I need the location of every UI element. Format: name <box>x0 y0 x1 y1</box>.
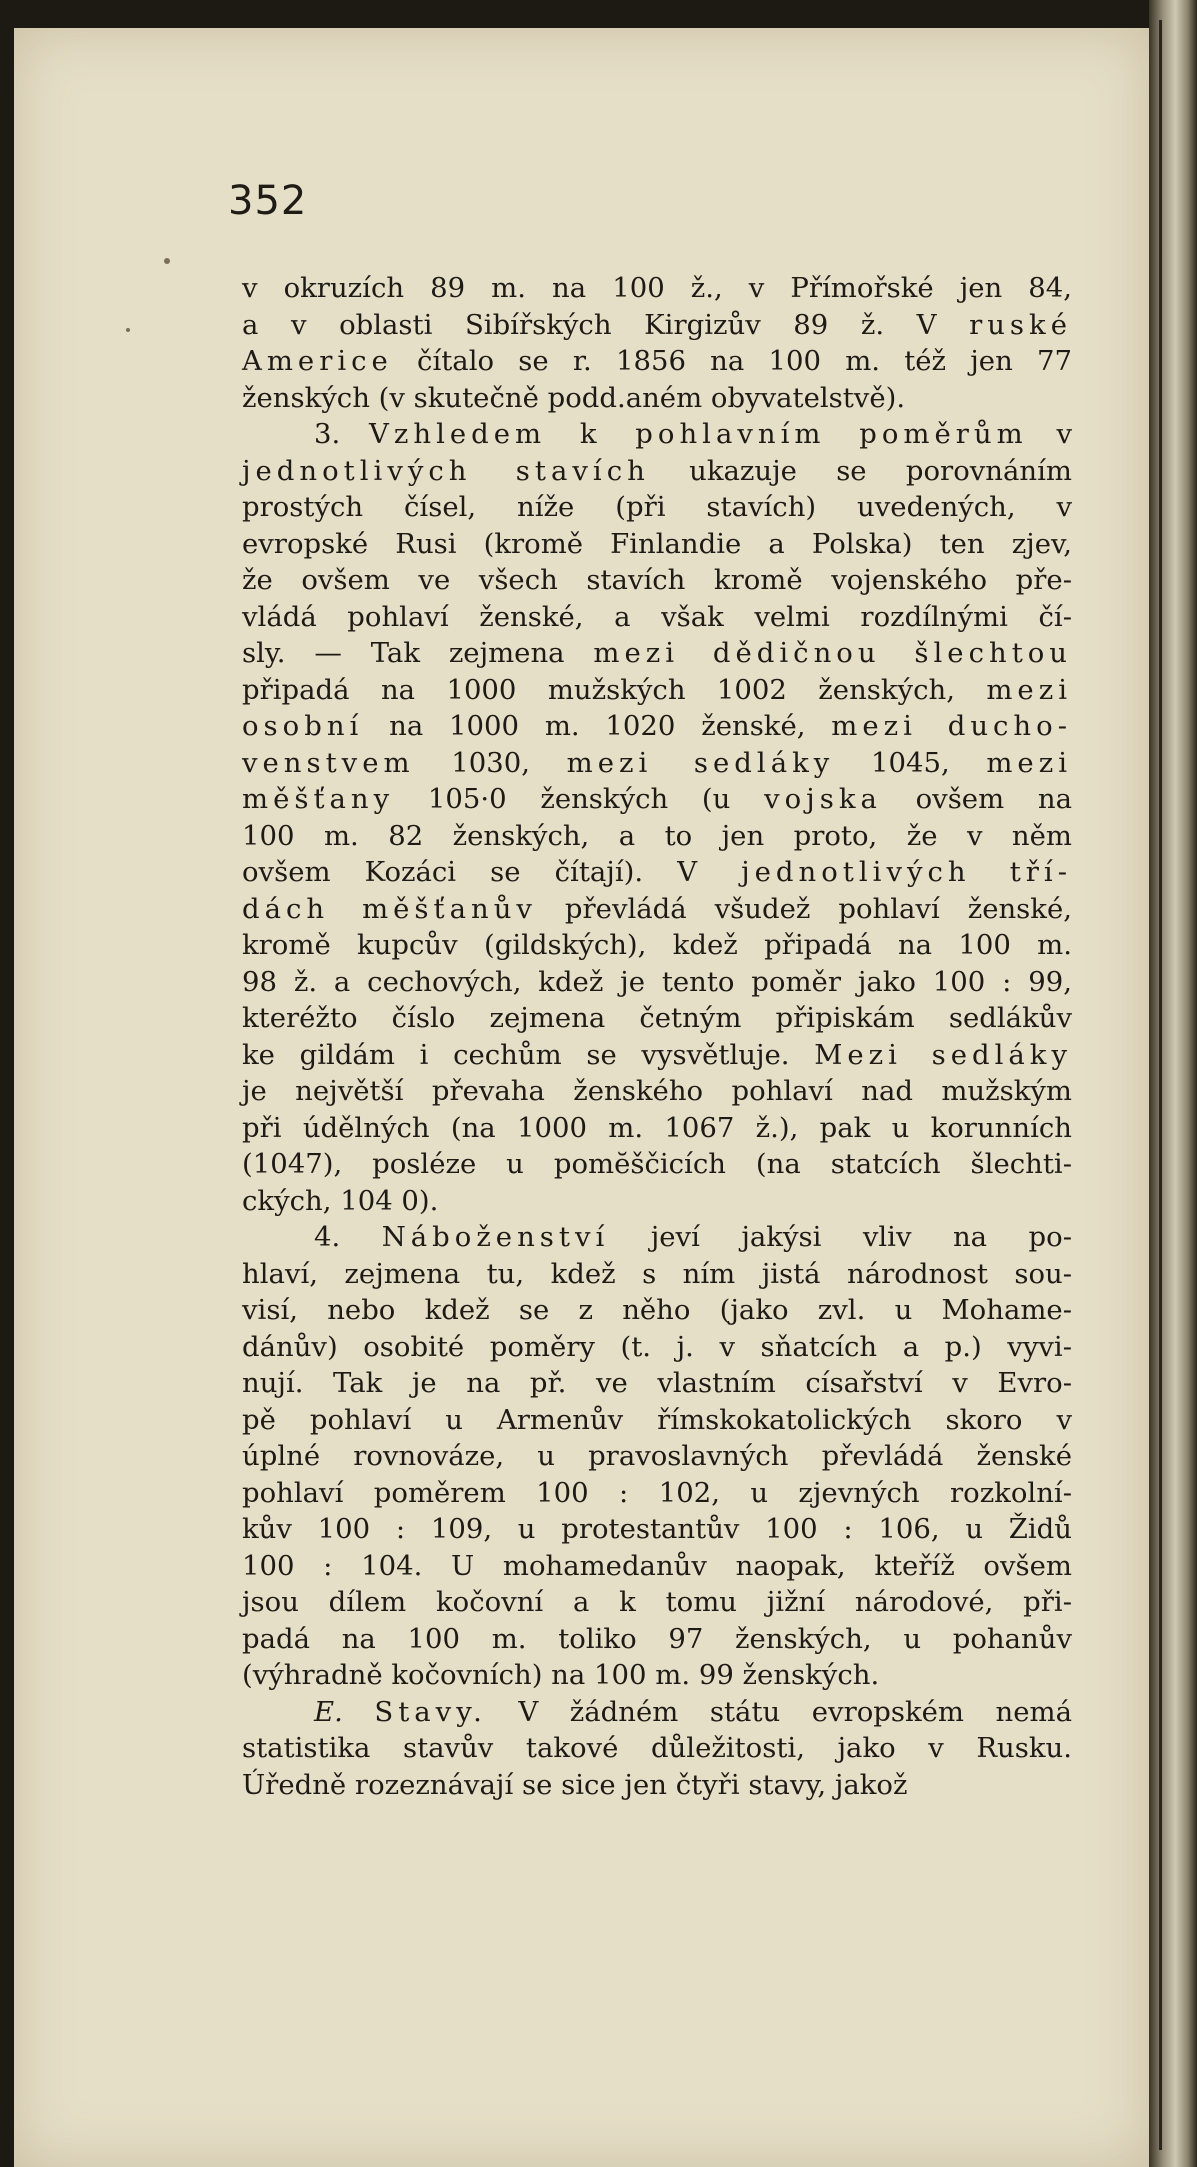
spaced-emphasis-text: mezi sedláky <box>566 746 835 779</box>
text-line <box>242 343 1072 380</box>
text-run: evropské Rusi (kromě Finlandie a Polska) ten zjev, <box>242 527 1072 560</box>
text-line <box>242 781 1072 818</box>
text-run: prostých čísel, níže (při stavích) uvedených, v <box>242 491 1072 523</box>
text-run: a v oblasti Sibířských Kirgizův 89 ž. V <box>242 308 970 341</box>
text-line <box>242 526 1072 563</box>
text-run: nují. Tak je na př. ve vlastním císařství v Evro- <box>242 1367 1072 1399</box>
text-line <box>242 1146 1072 1183</box>
spaced-emphasis-text: mezi <box>986 746 1072 779</box>
italic-text: E. <box>314 1695 375 1728</box>
text-line <box>242 416 1072 453</box>
text-run: 100 m. 82 ženských, a to jen proto, že v něm <box>242 819 1072 852</box>
text-line <box>242 307 1072 344</box>
fore-edge-shadow-line <box>1159 20 1162 2150</box>
spaced-emphasis-text: měšťany <box>242 783 395 815</box>
text-line <box>242 1037 1072 1074</box>
text-run: v okruzích 89 m. na 100 ž., v Přímořské jen 84, <box>242 272 1072 304</box>
spaced-emphasis-text: dách měšťanův <box>242 892 537 925</box>
text-run: 1030, <box>414 746 567 779</box>
text-line <box>242 1438 1072 1475</box>
spaced-emphasis-text: mezi ducho- <box>831 710 1072 742</box>
text-run: je největší převaha ženského pohlaví nad mužským <box>242 1075 1072 1107</box>
text-run: visí, nebo kdež se z něho (jako zvl. u Mohame- <box>242 1294 1072 1326</box>
text-line <box>242 1110 1072 1147</box>
text-line <box>242 708 1072 745</box>
text-run: kteréžto číslo zejmena četným připiskám sedlákův <box>242 1002 1072 1034</box>
text-line <box>242 1256 1072 1293</box>
text-line <box>242 599 1072 636</box>
text-line <box>242 891 1072 928</box>
text-run: ovšem Kozáci se čítají). <box>242 856 678 888</box>
text-line <box>242 1657 1072 1694</box>
paper-speck <box>164 258 170 264</box>
text-run: ke gildám i cechům se vysvětluje. <box>242 1038 815 1071</box>
text-run: 4. <box>314 1221 382 1253</box>
text-line <box>242 1219 1072 1256</box>
text-line <box>242 635 1072 672</box>
text-run: dánův) osobité poměry (t. j. v sňatcích a p.) vyvi- <box>242 1330 1072 1363</box>
text-run: Úředně rozeznávají se sice jen čtyři stavy, jakož <box>242 1768 908 1801</box>
text-run: ukazuje se porovnáním <box>649 454 1072 487</box>
text-run: (1047), posléze u pomĕščicích (na statcích šlechti- <box>242 1148 1072 1180</box>
spaced-emphasis-text: Vzhledem k pohlavním poměrům <box>369 418 1028 450</box>
text-run: jeví jakýsi vliv na po- <box>609 1221 1072 1253</box>
text-run: ckých, 104 0). <box>242 1184 439 1217</box>
text-run: padá na 100 m. toliko 97 ženských, u pohanův <box>242 1622 1072 1655</box>
text-line <box>242 1694 1072 1731</box>
text-run: hlaví, zejmena tu, kdež s ním jistá národnost sou- <box>242 1257 1072 1290</box>
text-line <box>242 672 1072 709</box>
body-text <box>242 270 1072 1803</box>
text-run: statistika stavův takové důležitosti, jako v Rusku. <box>242 1732 1072 1764</box>
text-run: jsou dílem kočovní a k tomu jižní národové, při- <box>242 1586 1072 1618</box>
spaced-emphasis-text: Americe <box>242 345 393 377</box>
text-run: kromě kupcův (gildských), kdež připadá na 100 m. <box>242 929 1072 961</box>
text-run: pě pohlaví u Armenův římskokatolických skoro v <box>242 1403 1072 1436</box>
text-line <box>242 1183 1072 1220</box>
text-run: v <box>1027 418 1073 450</box>
text-run: 98 ž. a cechových, kdež je tento poměr jako 100 : 99, <box>242 965 1072 998</box>
text-run: převládá všudež pohlaví ženské, <box>536 892 1072 925</box>
spaced-emphasis-text: venstvem <box>242 746 415 779</box>
spaced-emphasis-text: Mezi sedláky <box>814 1038 1072 1071</box>
text-run: úplné rovnováze, u pravoslavných převládá ženské <box>242 1440 1072 1472</box>
text-line <box>242 927 1072 964</box>
text-run: 1045, <box>834 746 987 779</box>
text-line <box>242 1621 1072 1658</box>
text-line <box>242 1475 1072 1512</box>
text-run: ženských (v skutečně podd.aném obyvatelstvě). <box>242 381 906 414</box>
spaced-emphasis-text: ruské <box>969 308 1072 341</box>
text-run: sly. — Tak zejmena <box>242 637 594 669</box>
text-run: na 1000 m. 1020 ženské, <box>363 710 832 742</box>
text-line <box>242 1511 1072 1548</box>
spaced-emphasis-text: mezi dědičnou šlechtou <box>593 637 1073 669</box>
text-line <box>242 1073 1072 1110</box>
spaced-emphasis-text: Stavy. <box>374 1695 487 1728</box>
text-run: 100 : 104. U mohamedanův naopak, kteříž ovšem <box>242 1549 1072 1582</box>
text-line <box>242 745 1072 782</box>
text-line <box>242 1730 1072 1767</box>
page-number: 352 <box>228 178 308 224</box>
spaced-emphasis-text: V jednotlivých tří- <box>677 856 1073 888</box>
text-line <box>242 1548 1072 1585</box>
text-run: ovšem na <box>881 783 1072 815</box>
text-run: 105·0 ženských (u <box>394 783 765 815</box>
text-line <box>242 562 1072 599</box>
text-line <box>242 270 1072 307</box>
text-line <box>242 1402 1072 1439</box>
book-fore-edge <box>1149 0 1197 2167</box>
text-run: že ovšem ve všech stavích kromě vojenského pře- <box>242 564 1072 596</box>
text-run: pohlaví poměrem 100 : 102, u zjevných rozkolní- <box>242 1476 1072 1509</box>
text-run: kův 100 : 109, u protestantův 100 : 106, u Židů <box>242 1513 1072 1545</box>
text-run: V žádném státu evropském nemá <box>486 1695 1073 1728</box>
text-run: při údělných (na 1000 m. 1067 ž.), pak u korunních <box>242 1111 1072 1144</box>
text-line <box>242 1329 1072 1366</box>
paper-speck <box>126 328 130 332</box>
text-line <box>242 1584 1072 1621</box>
text-line <box>242 380 1072 417</box>
text-run: (výhradně kočovních) na 100 m. 99 ženských. <box>242 1659 880 1691</box>
spaced-emphasis-text: vojska <box>764 783 882 815</box>
text-run: 3. <box>314 418 370 450</box>
text-run: vládá pohlaví ženské, a však velmi rozdílnými čí- <box>242 600 1072 633</box>
spaced-emphasis-text: osobní <box>242 710 364 742</box>
text-line <box>242 818 1072 855</box>
text-run: připadá na 1000 mužských 1002 ženských, <box>242 673 987 706</box>
text-line <box>242 964 1072 1001</box>
text-line <box>242 854 1072 891</box>
spaced-emphasis-text: jednotlivých stavích <box>242 454 650 487</box>
text-run: čítalo se r. 1856 na 100 m. též jen 77 <box>392 345 1072 377</box>
text-line <box>242 1000 1072 1037</box>
text-line <box>242 1365 1072 1402</box>
spaced-emphasis-text: mezi <box>986 673 1072 706</box>
text-line <box>242 453 1072 490</box>
text-line <box>242 1767 1072 1804</box>
text-line <box>242 489 1072 526</box>
spaced-emphasis-text: Náboženství <box>381 1221 610 1253</box>
text-line <box>242 1292 1072 1329</box>
